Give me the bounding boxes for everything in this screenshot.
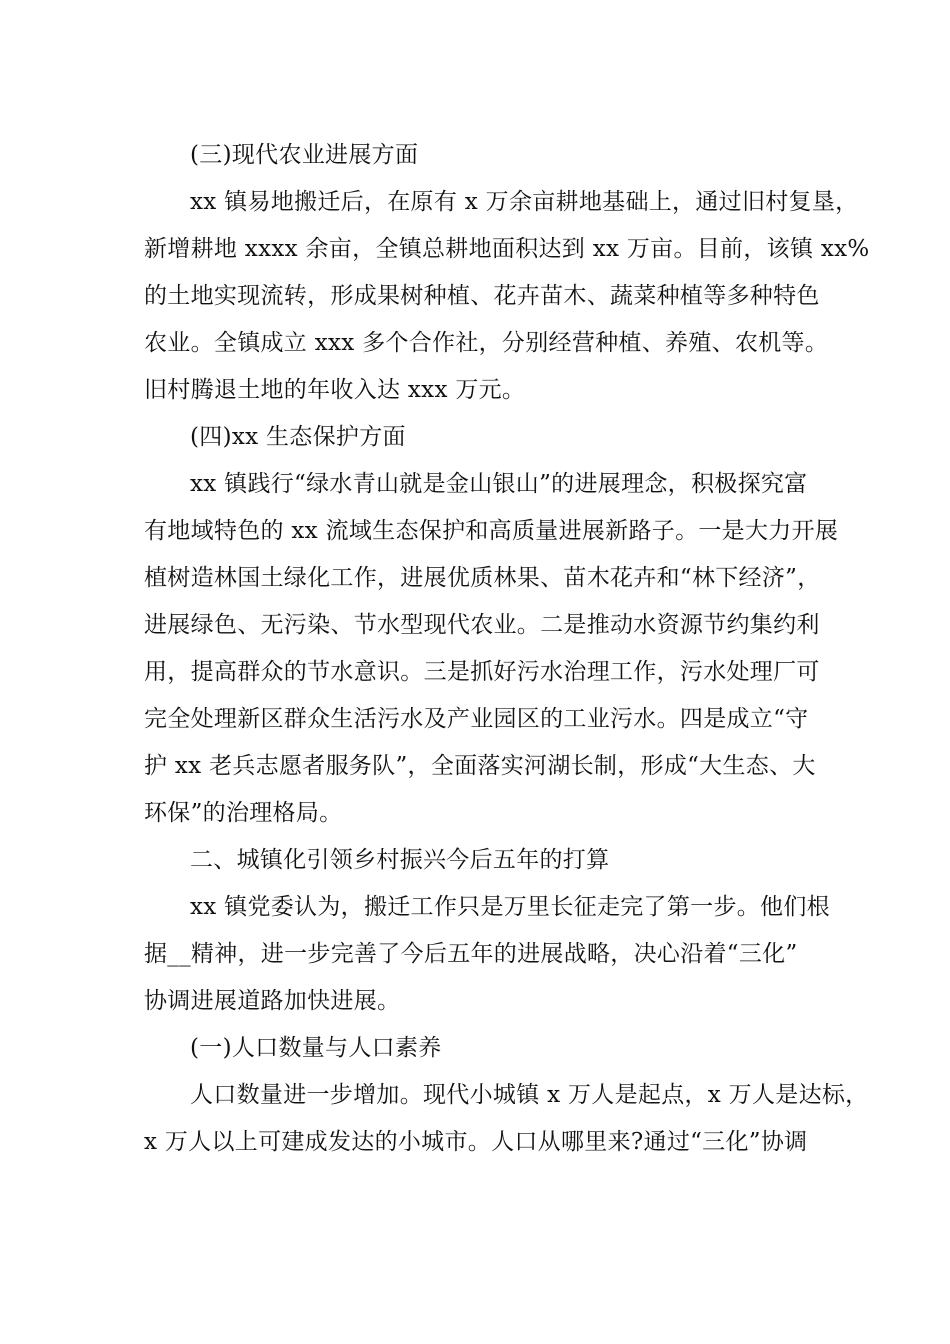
paragraph-line: xx 镇践行“绿水青山就是金山银山”的进展理念，积极探究富 bbox=[190, 471, 808, 497]
paragraph-line: xx 镇易地搬迁后，在原有 x 万余亩耕地基础上，通过旧村复垦， bbox=[190, 189, 859, 215]
section-heading-population: (一)人口数量与人口素养 bbox=[190, 1035, 442, 1061]
paragraph-line: 新增耕地 xxxx 余亩，全镇总耕地面积达到 xx 万亩。目前，该镇 xx% bbox=[144, 236, 870, 262]
paragraph-line: x 万人以上可建成发达的小城市。人口从哪里来?通过“三化”协调 bbox=[144, 1129, 808, 1155]
paragraph-line: 有地域特色的 xx 流域生态保护和高质量进展新路子。一是大力开展 bbox=[144, 518, 839, 544]
paragraph-line: 环保”的治理格局。 bbox=[144, 800, 343, 826]
paragraph-line: 农业。全镇成立 xxx 多个合作社，分别经营种植、养殖、农机等。 bbox=[144, 330, 829, 356]
paragraph-line: 据__精神，进一步完善了今后五年的进展战略，决心沿着“三化” bbox=[144, 941, 798, 967]
paragraph-line: 人口数量进一步增加。现代小城镇 x 万人是起点，x 万人是达标， bbox=[190, 1082, 869, 1108]
document-page bbox=[144, 132, 870, 1166]
paragraph-line: 护 xx 老兵志愿者服务队”，全面落实河湖长制，形成“大生态、大 bbox=[144, 753, 816, 779]
paragraph-line: 的土地实现流转，形成果树种植、花卉苗木、蔬菜种植等多种特色 bbox=[144, 283, 820, 309]
paragraph-line: 用，提高群众的节水意识。三是抓好污水治理工作，污水处理厂可 bbox=[144, 659, 820, 685]
paragraph-line: 完全处理新区群众生活污水及产业园区的工业污水。四是成立“守 bbox=[144, 706, 809, 732]
section-heading-five-year-plan: 二、城镇化引领乡村振兴今后五年的打算 bbox=[190, 847, 610, 873]
paragraph-line: 协调进展道路加快进展。 bbox=[144, 988, 401, 1014]
section-heading-ecology: (四)xx 生态保护方面 bbox=[190, 424, 406, 450]
paragraph-line: 旧村腾退土地的年收入达 xxx 万元。 bbox=[144, 377, 526, 403]
paragraph-line: 进展绿色、无污染、节水型现代农业。二是推动水资源节约集约利 bbox=[144, 612, 820, 638]
section-heading-modern-agriculture: (三)现代农业进展方面 bbox=[190, 142, 419, 168]
paragraph-line: xx 镇党委认为，搬迁工作只是万里长征走完了第一步。他们根 bbox=[190, 894, 830, 920]
paragraph-line: 植树造林国土绿化工作，进展优质林果、苗木花卉和“林下经济”， bbox=[144, 565, 821, 591]
